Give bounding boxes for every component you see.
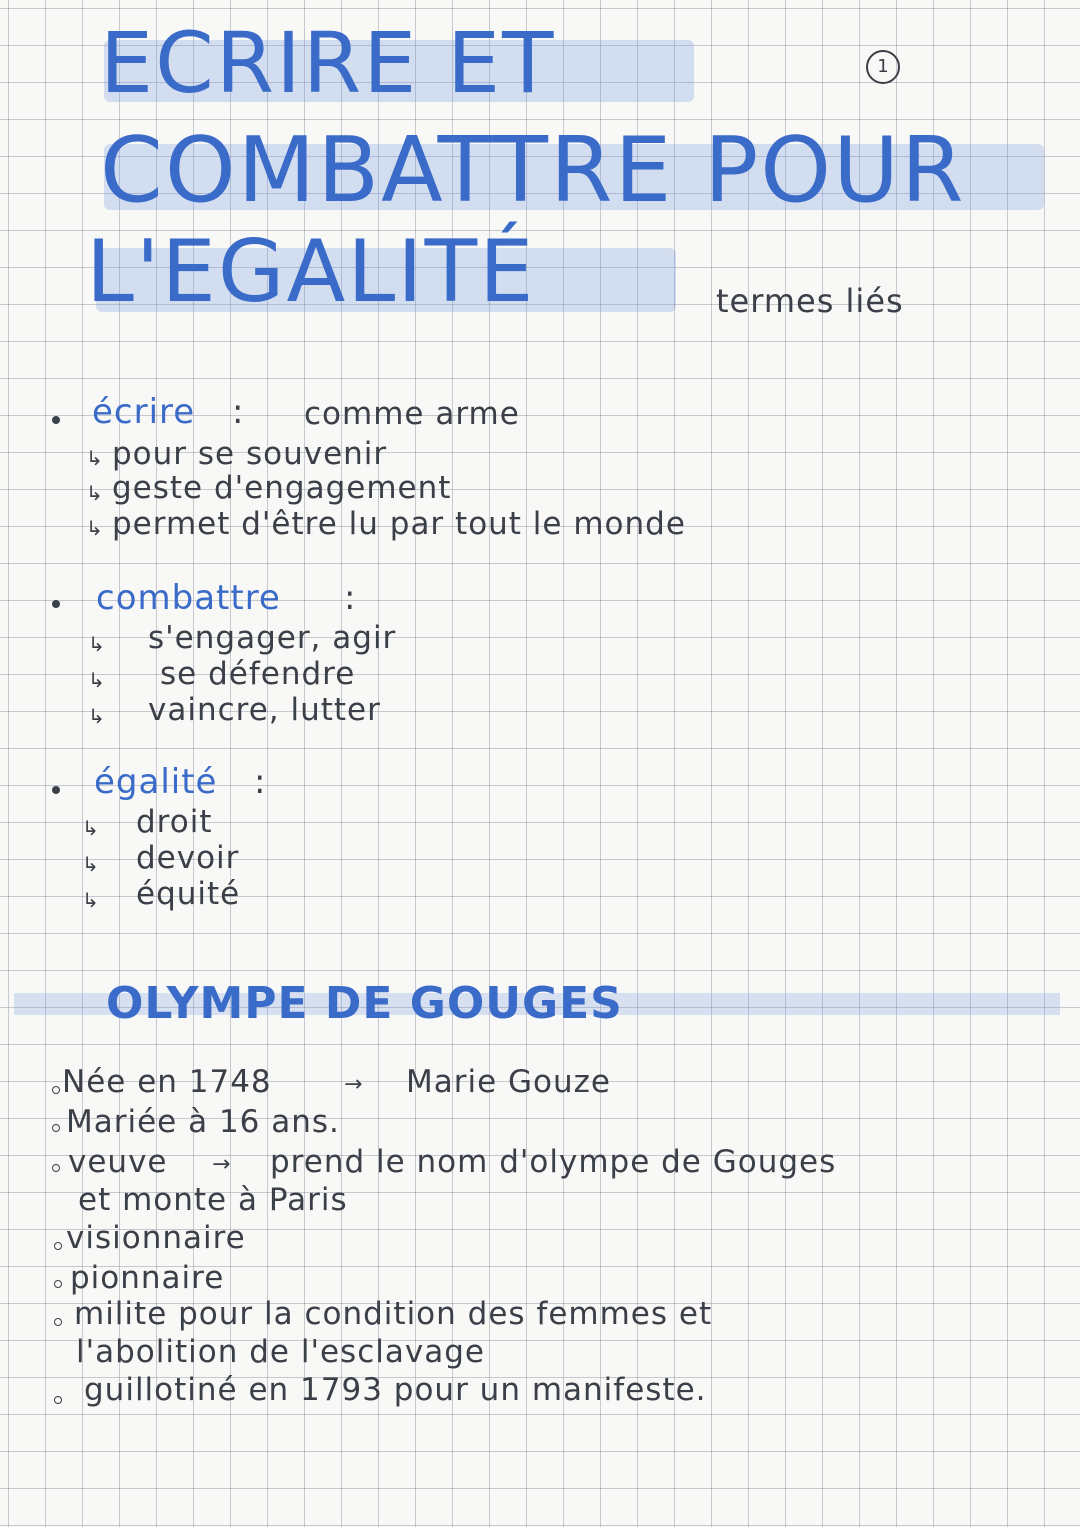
fact-bullet (54, 1396, 62, 1404)
title-line-1: ECRIRE ET (100, 14, 556, 112)
fact-1-after: Marie Gouze (406, 1064, 612, 1100)
fact-bullet (54, 1242, 62, 1250)
fact-bullet (52, 1164, 60, 1172)
arrow-icon: ↳ (88, 668, 105, 692)
colon-egalite: : (254, 762, 267, 802)
colon-combattre: : (344, 578, 357, 618)
fact-3-after: prend le nom d'olympe de Gouges (270, 1144, 837, 1180)
fact-7-text: milite pour la condition des femmes et (74, 1296, 713, 1332)
note-ecrire: comme arme (304, 396, 520, 432)
combattre-item-3: vaincre, lutter (148, 692, 381, 728)
bullet-ecrire (52, 416, 60, 424)
arrow-icon: ↳ (86, 446, 103, 470)
bullet-combattre (52, 600, 60, 608)
ecrire-item-2: geste d'engagement (112, 470, 452, 506)
fact-bullet (52, 1124, 60, 1132)
fact-1-text: Née en 1748 (62, 1064, 272, 1100)
arrow-icon: ↳ (86, 481, 103, 505)
term-ecrire: écrire (92, 392, 196, 432)
title-line-2: COMBATTRE POUR (100, 118, 966, 223)
arrow-icon: ↳ (82, 888, 99, 912)
arrow-icon: ↳ (88, 632, 105, 656)
colon-ecrire: : (232, 392, 245, 432)
ecrire-item-3: permet d'être lu par tout le monde (112, 506, 686, 542)
fact-3-arrow: → (212, 1152, 232, 1177)
fact-bullet (54, 1280, 62, 1288)
term-combattre: combattre (96, 578, 281, 618)
ecrire-item-1: pour se souvenir (112, 436, 388, 472)
page-number: 1 (866, 50, 900, 84)
arrow-icon: ↳ (82, 852, 99, 876)
subtitle: termes liés (716, 282, 904, 320)
fact-9-text: guillotiné en 1793 pour un manifeste. (84, 1372, 707, 1408)
fact-5-text: visionnaire (66, 1220, 246, 1256)
arrow-icon: ↳ (86, 516, 103, 540)
fact-4-text: et monte à Paris (78, 1182, 348, 1218)
arrow-icon: ↳ (88, 704, 105, 728)
fact-8-text: l'abolition de l'esclavage (76, 1334, 485, 1370)
bullet-egalite (52, 786, 60, 794)
fact-1-arrow: → (344, 1072, 364, 1097)
combattre-item-2: se défendre (160, 656, 356, 692)
fact-bullet (54, 1318, 62, 1326)
fact-6-text: pionnaire (70, 1260, 225, 1296)
arrow-icon: ↳ (82, 816, 99, 840)
section-heading-olympe: OLYMPE DE GOUGES (106, 978, 623, 1029)
fact-3-text: veuve (68, 1144, 168, 1180)
egalite-item-2: devoir (136, 840, 240, 876)
fact-bullet (52, 1086, 60, 1094)
egalite-item-3: équité (136, 876, 241, 912)
fact-2-text: Mariée à 16 ans. (66, 1104, 340, 1140)
title-line-3: L'EGALITÉ (86, 222, 536, 322)
term-egalite: égalité (94, 762, 218, 802)
egalite-item-1: droit (136, 804, 213, 840)
combattre-item-1: s'engager, agir (148, 620, 397, 656)
